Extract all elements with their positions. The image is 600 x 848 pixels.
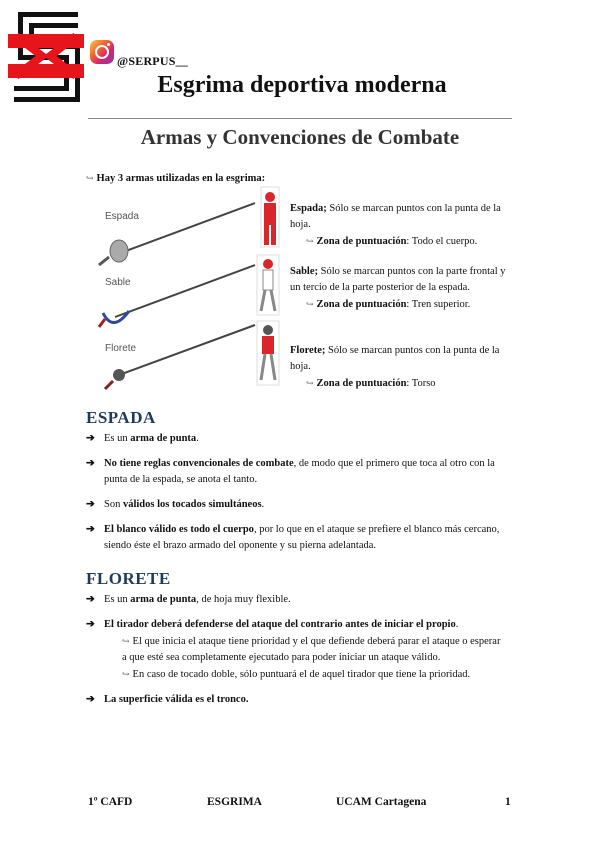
list-item: ➔ El tirador deberá defenderse del ataque del contrario antes de iniciar el propio. ↪ El que inicia el ataque tiene prioridad y el que defiende deberá parar el ataque o esperar a que esté sea completamente ejecutado para poder iniciar un ataque válido. ↪ En caso de tocado doble, sólo puntuará el de aquel tirador que tiene la prioridad.: [86, 617, 506, 683]
hook-arrow-icon: ↪: [86, 173, 94, 183]
hook-arrow-icon: ↪: [306, 236, 314, 246]
list-item: ➔ Es un arma de punta, de hoja muy flexible.: [86, 592, 506, 608]
hook-arrow-icon: ↪: [122, 636, 130, 646]
arrow-icon: ➔: [86, 524, 95, 535]
footer-course: 1º CAFD: [88, 796, 133, 808]
section-heading-florete: FLORETE: [86, 569, 171, 588]
hook-arrow-icon: ↪: [306, 299, 314, 309]
sub-item: ↪ En caso de tocado doble, sólo puntuará el de aquel tirador que tiene la prioridad.: [122, 669, 471, 680]
weapon-desc-florete: Florete; Sólo se marcan puntos con la punta de la hoja. ↪ Zona de puntuación: Torso: [290, 345, 500, 389]
fencer-espada: [261, 187, 279, 247]
arrow-icon: ➔: [86, 433, 95, 444]
arrow-icon: ➔: [86, 458, 95, 469]
list-item: ➔ El blanco válido es todo el cuerpo, por lo que en el ataque se prefiere el blanco más cercano, siendo éste el brazo armado del oponente y su pierna adelantada.: [86, 524, 500, 551]
arrow-icon: ➔: [86, 694, 95, 705]
title-divider: [88, 118, 512, 119]
list-item: ➔ No tiene reglas convencionales de combate, de modo que el primero que toca al otro con la punta de la espada, se anota el tanto.: [86, 458, 495, 485]
page-title: Esgrima deportiva moderna: [157, 72, 447, 98]
fencer-florete: [257, 321, 279, 385]
sable-blade: [115, 265, 255, 317]
weapon-desc-sable: Sable; Sólo se marcan puntos con la parte frontal y un tercio de la parte posterior de la espada. ↪ Zona de puntuación: Tren superior.: [290, 266, 506, 310]
list-item: ➔ Es un arma de punta.: [86, 431, 506, 447]
espada-guard: [110, 240, 128, 262]
footer-page-number: 1: [505, 796, 511, 808]
espada-list: [86, 431, 506, 563]
weapon-label-florete: Florete: [105, 343, 137, 354]
hook-arrow-icon: ↪: [306, 378, 314, 388]
arrow-icon: ➔: [86, 499, 95, 510]
list-item: ➔ La superficie válida es el tronco.: [86, 692, 506, 708]
florete-guard: [113, 369, 125, 381]
instagram-icon: [90, 40, 114, 64]
florete-list: [86, 592, 506, 717]
section-heading-espada: ESPADA: [86, 408, 156, 427]
hook-arrow-icon: ↪: [122, 669, 130, 679]
weapon-label-sable: Sable: [105, 277, 131, 288]
list-item: ➔ Son válidos los tocados simultáneos.: [86, 497, 506, 513]
sub-item: ↪ El que inicia el ataque tiene prioridad y el que defiende deberá parar el ataque o esperar a que esté sea completamente ejecutado para poder iniciar un ataque válido.: [122, 636, 501, 663]
intro-line: ↪ Hay 3 armas utilizadas en la esgrima:: [86, 173, 266, 184]
florete-blade: [119, 325, 255, 375]
weapon-desc-espada: Espada; Sólo se marcan puntos con la punta de la hoja. ↪ Zona de puntuación: Todo el cuerpo.: [290, 203, 501, 247]
arrow-icon: ➔: [86, 594, 95, 605]
footer-school: UCAM Cartagena: [336, 796, 427, 808]
social-handle: @SERPUS__: [117, 54, 188, 68]
weapon-label-espada: Espada: [105, 211, 139, 222]
arrow-icon: ➔: [86, 619, 95, 630]
fencer-sable: [257, 255, 279, 315]
footer-subject: ESGRIMA: [207, 796, 262, 808]
page-subtitle: Armas y Convenciones de Combate: [140, 125, 460, 149]
